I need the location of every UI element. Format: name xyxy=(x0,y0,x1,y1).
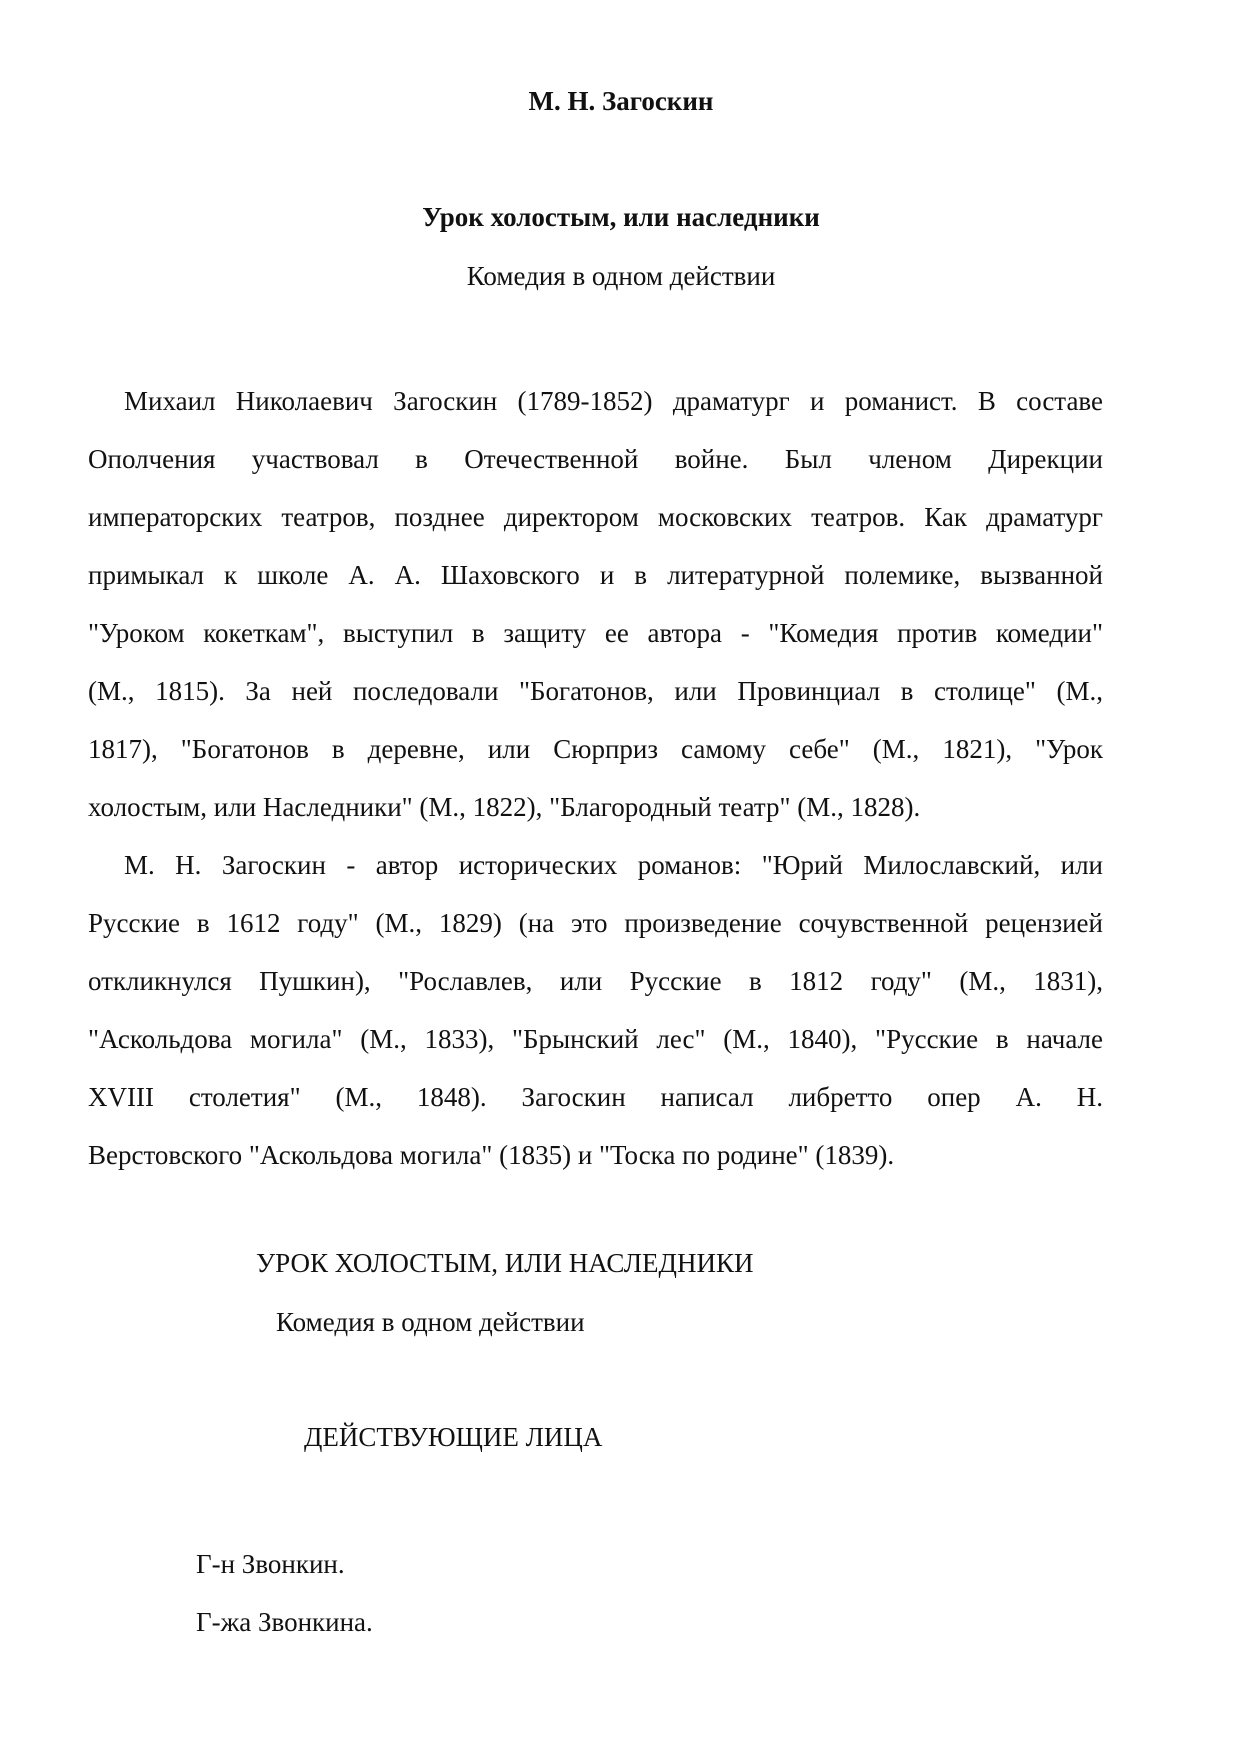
author-biography xyxy=(88,372,1103,1184)
bio-line: "Уроком кокеткам", выступил в защиту ее автора - "Комедия против комедии" xyxy=(88,618,1103,648)
bio-line: Верстовского "Аскольдова могила" (1835) и "Тоска по родине" (1839). xyxy=(88,1140,895,1170)
bio-line: холостым, или Наследники" (М., 1822), "Благородный театр" (М., 1828). xyxy=(88,792,921,822)
character-entry: Г-жа Звонкина. xyxy=(196,1607,373,1637)
bio-line: М. Н. Загоскин - автор исторических романов: "Юрий Милославский, или xyxy=(124,850,1103,880)
character-entry: Г-н Звонкин. xyxy=(196,1549,345,1579)
bio-line: примыкал к школе А. А. Шаховского и в литературной полемике, вызванной xyxy=(88,560,1103,590)
work-title: Урок холостым, или наследники xyxy=(422,202,820,232)
bio-line: XVIII столетия" (М., 1848). Загоскин написал либретто опер А. Н. xyxy=(88,1082,1103,1112)
author-heading: М. Н. Загоскин xyxy=(528,86,714,116)
bio-line: императорских театров, позднее директором московских театров. Как драматург xyxy=(88,502,1103,532)
dramatis-personae-heading: ДЕЙСТВУЮЩИЕ ЛИЦА xyxy=(304,1422,603,1452)
bio-line: Михаил Николаевич Загоскин (1789-1852) драматург и романист. В составе xyxy=(124,386,1103,416)
dramatis-personae-list xyxy=(196,1535,373,1651)
bio-line: (М., 1815). За ней последовали "Богатонов, или Провинциал в столице" (М., xyxy=(88,676,1103,706)
bio-line: "Аскольдова могила" (М., 1833), "Брынский лес" (М., 1840), "Русские в начале xyxy=(88,1024,1103,1054)
bio-line: откликнулся Пушкин), "Рославлев, или Русские в 1812 году" (М., 1831), xyxy=(88,966,1103,996)
bio-line: Ополчения участвовал в Отечественной войне. Был членом Дирекции xyxy=(88,444,1103,474)
bio-line: Русские в 1612 году" (М., 1829) (на это произведение сочувственной рецензией xyxy=(88,908,1103,938)
work-subtitle: Комедия в одном действии xyxy=(466,261,776,291)
play-subtitle: Комедия в одном действии xyxy=(276,1307,585,1337)
bio-line: 1817), "Богатонов в деревне, или Сюрприз самому себе" (М., 1821), "Урок xyxy=(88,734,1103,764)
play-title: УРОК ХОЛОСТЫМ, ИЛИ НАСЛЕДНИКИ xyxy=(256,1248,754,1278)
